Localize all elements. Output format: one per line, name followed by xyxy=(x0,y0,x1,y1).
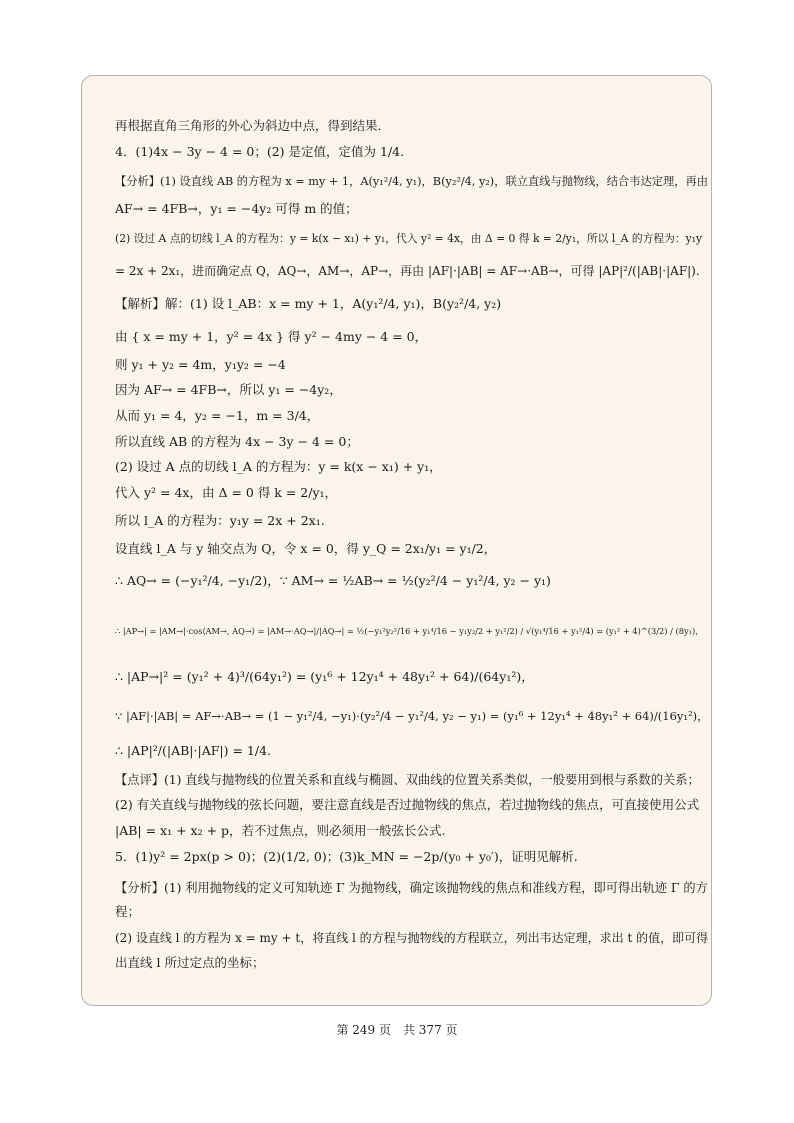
comment-heading: 【点评】(1) 直线与抛物线的位置关系和直线与椭圆、双曲线的位置关系类似，一般要用到根与系数的关系； xyxy=(115,773,700,787)
text-line: (2) 有关直线与抛物线的弦长问题，要注意直线是否过抛物线的焦点，若过抛物线的焦点，可直接使用公式 xyxy=(115,797,700,812)
text-line: AF→ = 4FB→，y₁ = −4y₂ 可得 m 的值； xyxy=(115,201,358,216)
text-line: 再根据直角三角形的外心为斜边中点，得到结果． xyxy=(115,118,391,133)
vector-line: ∴ AQ→ = (−y₁²/4, −y₁/2)，∵ AM→ = ½AB→ = ½(y₂²/4 − y₁²/4, y₂ − y₁) xyxy=(115,573,551,588)
text-line: ∴ |AP→|² = (y₁² + 4)³/(64y₁²) = (y₁⁶ + 12y₁⁴ + 48y₁² + 64)/(64y₁²)， xyxy=(115,669,534,684)
answer-4: 4．(1)4x − 3y − 4 = 0；(2) 是定值，定值为 1/4. xyxy=(115,144,405,159)
equation-system: 由 { x = my + 1，y² = 4x } 得 y² − 4my − 4 = 0， xyxy=(115,329,428,344)
text-line: 代入 y² = 4x，由 Δ = 0 得 k = 2/y₁， xyxy=(115,485,338,500)
text-line: 设直线 l_A 与 y 轴交点为 Q，令 x = 0，得 y_Q = 2x₁/y₁ = y₁/2， xyxy=(115,541,497,556)
projection-formula: ∴ |AP→| = |AM→|·cos⟨AM→, AQ→⟩ = |AM→·AQ→|/|AQ→| = ½(−y₁²y₂²/16 + y₁⁴/16 − y₁y₂/2 + y₁²/2) / √(y₁⁴/16 + y₁²/4) = (y₁² + 4)^(3/2) / (8y₁)， xyxy=(115,626,704,636)
conclusion: ∴ |AP|²/(|AB|·|AF|) = 1/4. xyxy=(115,743,272,758)
text-line: ∵ |AF|·|AB| = AF→·AB→ = (1 − y₁²/4, −y₁)·(y₂²/4 − y₁²/4, y₂ − y₁) = (y₁⁶ + 12y₁⁴ + 48y₁² + 64)/(16y₁²)， xyxy=(115,709,709,723)
page-footer: 第 249 页 共 377 页 xyxy=(336,1023,458,1037)
analysis-heading: 【分析】(1) 利用抛物线的定义可知轨迹 Γ 为抛物线，确定该抛物线的焦点和准线方程，即可得出轨迹 Γ 的方 xyxy=(115,881,708,895)
text-line: (2) 设过 A 点的切线 l_A 的方程为：y = k(x − x₁) + y₁， xyxy=(115,459,442,474)
text-line: |AB| = x₁ + x₂ + p，若不过焦点，则必须用一般弦长公式. xyxy=(115,823,446,838)
text-line: 【解析】解：(1) 设 l_AB：x = my + 1，A(y₁²/4, y₁)，B(y₂²/4, y₂) xyxy=(115,296,502,311)
text-line: 所以直线 AB 的方程为 4x − 3y − 4 = 0； xyxy=(115,434,359,449)
text-line: 因为 AF→ = 4FB→，所以 y₁ = −4y₂， xyxy=(115,382,342,397)
text-line: 【分析】(1) 设直线 AB 的方程为 x = my + 1，A(y₁²/4, y₁)，B(y₂²/4, y₂)，联立直线与抛物线，结合韦达定理，再由 xyxy=(115,175,708,188)
answer-5: 5．(1)y² = 2px(p > 0)；(2)(1/2, 0)；(3)k_MN = −2p/(y₀ + y₀′)，证明见解析. xyxy=(115,849,578,864)
text-line: 程； xyxy=(115,904,141,919)
text-line: 则 y₁ + y₂ = 4m，y₁y₂ = −4 xyxy=(115,357,286,372)
text-line: = 2x + 2x₁，进而确定点 Q，AQ→，AM→，AP→，再由 |AF|·|AB| = AF→·AB→，可得 |AP|²/(|AB|·|AF|). xyxy=(115,264,700,278)
text-line: 从而 y₁ = 4，y₂ = −1，m = 3/4， xyxy=(115,408,320,423)
text-line: (2) 设过 A 点的切线 l_A 的方程为：y = k(x − x₁) + y₁，代入 y² = 4x，由 Δ = 0 得 k = 2/y₁，所以 l_A 的方程为：y₁y xyxy=(115,232,703,245)
text-line: (2) 设直线 l 的方程为 x = my + t，将直线 l 的方程与抛物线的方程联立，列出韦达定理，求出 t 的值，即可得 xyxy=(115,931,709,945)
text-line: 所以 l_A 的方程为：y₁y = 2x + 2x₁. xyxy=(115,513,325,528)
text-line: 出直线 l 所过定点的坐标； xyxy=(115,955,265,970)
